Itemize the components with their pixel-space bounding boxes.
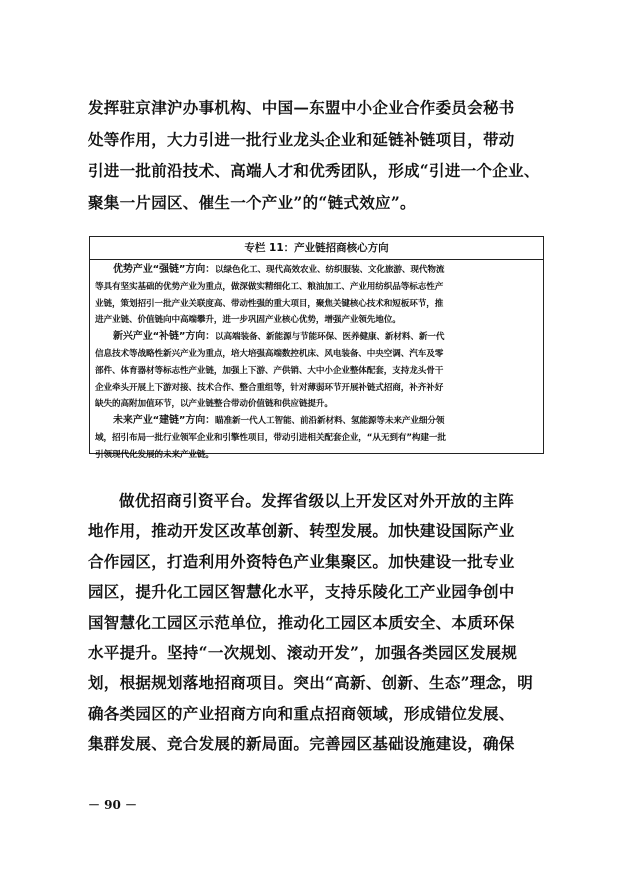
box-line: 缺失的高附加值环节，以产业链整合带动价值链和供应链提升。: [95, 399, 333, 410]
box-line: 进产业链、价值链向中高端攀升，进一步巩固产业核心优势，增强产业领先地位。: [95, 315, 401, 326]
box-line: 等具有坚实基础的优势产业为重点，做深做实精细化工、粮油加工、产业用纺织品等标志性产: [95, 281, 444, 292]
top-paragraph: [88, 92, 546, 218]
box-section-first-line: [95, 413, 538, 430]
column-box: [89, 236, 544, 460]
paragraph-line: 做优招商引资平台。发挥省级以上开发区对外开放的主阵: [119, 491, 515, 510]
box-line: 部件、体育器材等标志性产业链，加强上下游、产供销、大中小企业整体配套，支持龙头骨干: [95, 365, 444, 376]
main-paragraph: [88, 486, 546, 760]
paragraph-line: 园区，提升化工园区智慧化水平，支持乐陵化工产业园争创中: [88, 582, 515, 602]
section-text: 以绿色化工、现代高效农业、纺织服装、文化旅游、现代物流: [215, 265, 445, 275]
paragraph-line: 发挥驻京津沪办事机构、中国—东盟中小企业合作委员会秘书: [88, 98, 515, 117]
paragraph-line: 处等作用，大力引进一批行业龙头企业和延链补链项目，带动: [88, 129, 515, 149]
page-number: － 90 －: [88, 798, 138, 812]
paragraph-line: 引进一批前沿技术、高端人才和优秀团队，形成“引进一个企业、: [88, 161, 540, 180]
paragraph-line: 确各类园区的产业招商方向和重点招商领域，形成错位发展、: [88, 703, 515, 723]
section-heading: 优势产业“强链”方向：: [113, 264, 216, 275]
box-line: 信息技术等战略性新兴产业为重点，培大培强高端数控机床、风电装备、中央空调、汽车及零: [95, 348, 444, 359]
paragraph-line: 聚集一片园区、催生一个产业”的“链式效应”。: [88, 192, 416, 212]
box-section-first-line: [95, 262, 538, 279]
box-line: 域，招引布局一批行业领军企业和引擎性项目，带动引进相关配套企业，“从无到有”构建一批: [95, 432, 446, 443]
section-heading: 未来产业“建链”方向：: [113, 415, 216, 427]
box-line: 业链，策划招引一批产业关联度高、带动性强的重大项目，聚焦关键核心技术和短板环节，推: [95, 298, 444, 309]
paragraph-line: 划，根据规划落地招商项目。突出“高新、创新、生态”理念，明: [88, 673, 534, 693]
paragraph-line: 水平提升。坚持“一次规划、滚动开发”，加强各类园区发展规: [88, 643, 518, 663]
paragraph-line: 集群发展、竞合发展的新局面。完善园区基础设施建设，确保: [88, 734, 515, 754]
box-section-first-line: [95, 329, 538, 346]
section-text: 以高端装备、新能源与节能环保、医养健康、新材料、新一代: [215, 332, 445, 343]
section-text: 瞄准新一代人工智能、前沿新材料、氢能源等未来产业细分领: [215, 416, 445, 427]
paragraph-line: 国智慧化工园区示范单位，推动化工园区本质安全、本质环保: [88, 612, 515, 632]
box-title: 专栏 11：产业链招商核心方向: [90, 237, 543, 260]
paragraph-line: 地作用，推动开发区改革创新、转型发展。加快建设国际产业: [88, 521, 515, 541]
paragraph-line: 合作园区，打造利用外资特色产业集聚区。加快建设一批专业: [88, 551, 515, 571]
box-body: [90, 260, 543, 464]
box-line: 企业牵头开展上下游对接、技术合作、整合重组等，针对薄弱环节开展补链式招商，补齐补好: [95, 382, 444, 393]
section-heading: 新兴产业“补链”方向：: [113, 331, 216, 343]
box-line: 引领现代化发展的未来产业链。: [95, 449, 214, 460]
